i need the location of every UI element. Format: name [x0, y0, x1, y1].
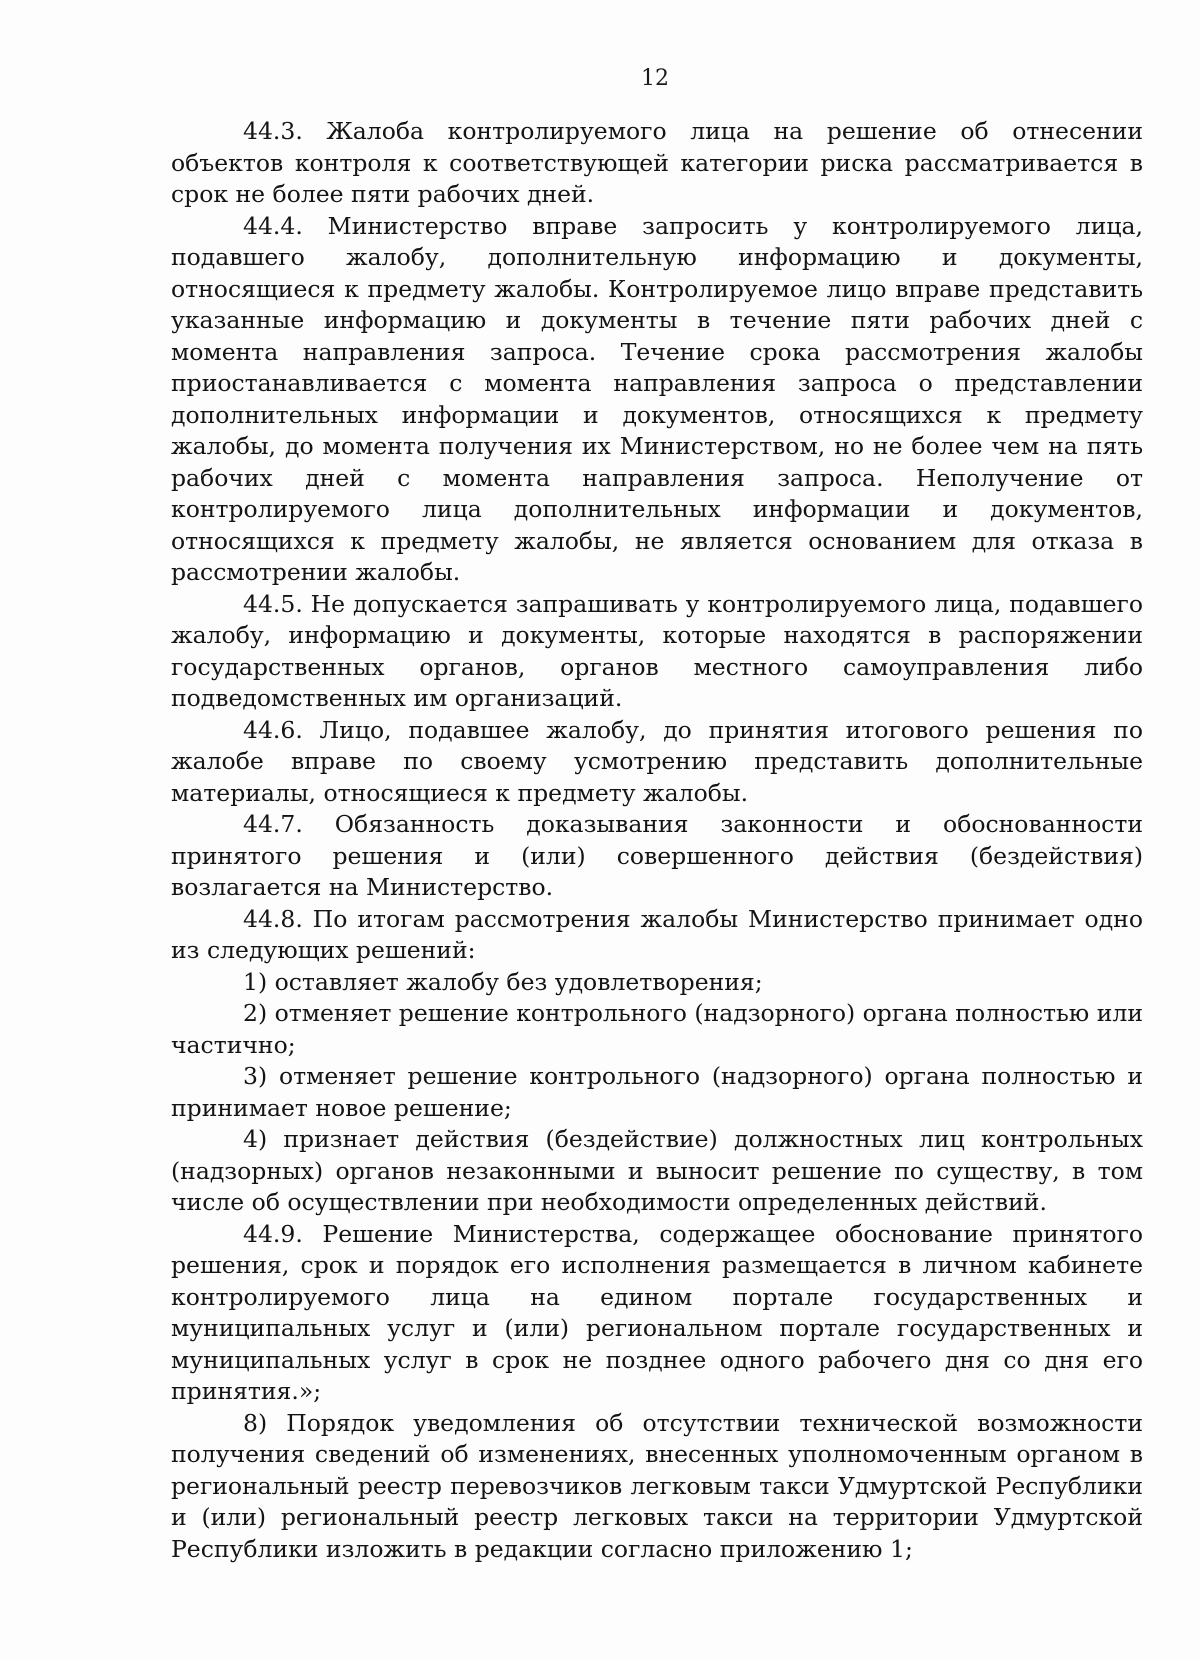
paragraph-44-5: 44.5. Не допускается запрашивать у контролируемого лица, подавшего жалобу, информацию и документы, которые находятся в распоряжении государственных органов, органов местного самоуправления либо подведомственных им организаций.: [171, 589, 1143, 712]
paragraph-44-6: 44.6. Лицо, подавшее жалобу, до принятия итогового решения по жалобе вправе по своему усмотрению представить дополнительные материалы, относящиеся к предмету жалобы.: [171, 715, 1143, 807]
paragraph-44-8: 44.8. По итогам рассмотрения жалобы Министерство принимает одно из следующих решений:: [171, 904, 1143, 964]
paragraph-44-7: 44.7. Обязанность доказывания законности и обоснованности принятого решения и (или) совершенного действия (бездействия) возлагается на Министерство.: [171, 810, 1143, 901]
amendment-item-8: 8) Порядок уведомления об отсутствии технической возможности получения сведений об изменениях, внесенных уполномоченным органом в региональный реестр перевозчиков легковым такси Удмуртской Республики и (или) региональный реестр легковых такси на территории Удмуртской Республики изложить в редакции согласно приложению 1;: [171, 1408, 1143, 1563]
paragraph-44-4: 44.4. Министерство вправе запросить у контролируемого лица, подавшего жалобу, дополнительную информацию и документы, относящиеся к предмету жалобы. Контролируемое лицо вправе представить указанные информацию и документы в течение пяти рабочих дней с момента направления запроса. Течение срока рассмотрения жалобы приостанавливается с момента направления запроса о представлении дополнительных информации и документов, относящихся к предмету жалобы, до момента получения их Министерством, но не более чем на пять рабочих дней с момента направления запроса. Неполучение от контролируемого лица дополнительных информации и документов, относящихся к предмету жалобы, не является основанием для отказа в рассмотрении жалобы.: [171, 211, 1143, 586]
list-item-1: 1) оставляет жалобу без удовлетворения;: [243, 967, 763, 996]
list-item-3: 3) отменяет решение контрольного (надзорного) органа полностью и принимает новое решение;: [171, 1062, 1143, 1122]
list-item-2: 2) отменяет решение контрольного (надзорного) органа полностью или частично;: [171, 999, 1143, 1059]
list-item-4: 4) признает действия (бездействие) должностных лиц контрольных (надзорных) органов незаконными и выносит решение по существу, в том числе об осуществлении при необходимости определенных действий.: [171, 1125, 1143, 1216]
paragraph-44-3: 44.3. Жалоба контролируемого лица на решение об отнесении объектов контроля к соответствующей категории риска рассматривается в срок не более пяти рабочих дней.: [171, 117, 1143, 208]
page-number: 12: [641, 66, 669, 91]
paragraph-44-9: 44.9. Решение Министерства, содержащее обоснование принятого решения, срок и порядок его исполнения размещается в личном кабинете контролируемого лица на едином портале государственных и муниципальных услуг и (или) региональном портале государственных и муниципальных услуг в срок не позднее одного рабочего дня со дня его принятия.»;: [171, 1219, 1143, 1405]
document-body: [171, 116, 1143, 1565]
